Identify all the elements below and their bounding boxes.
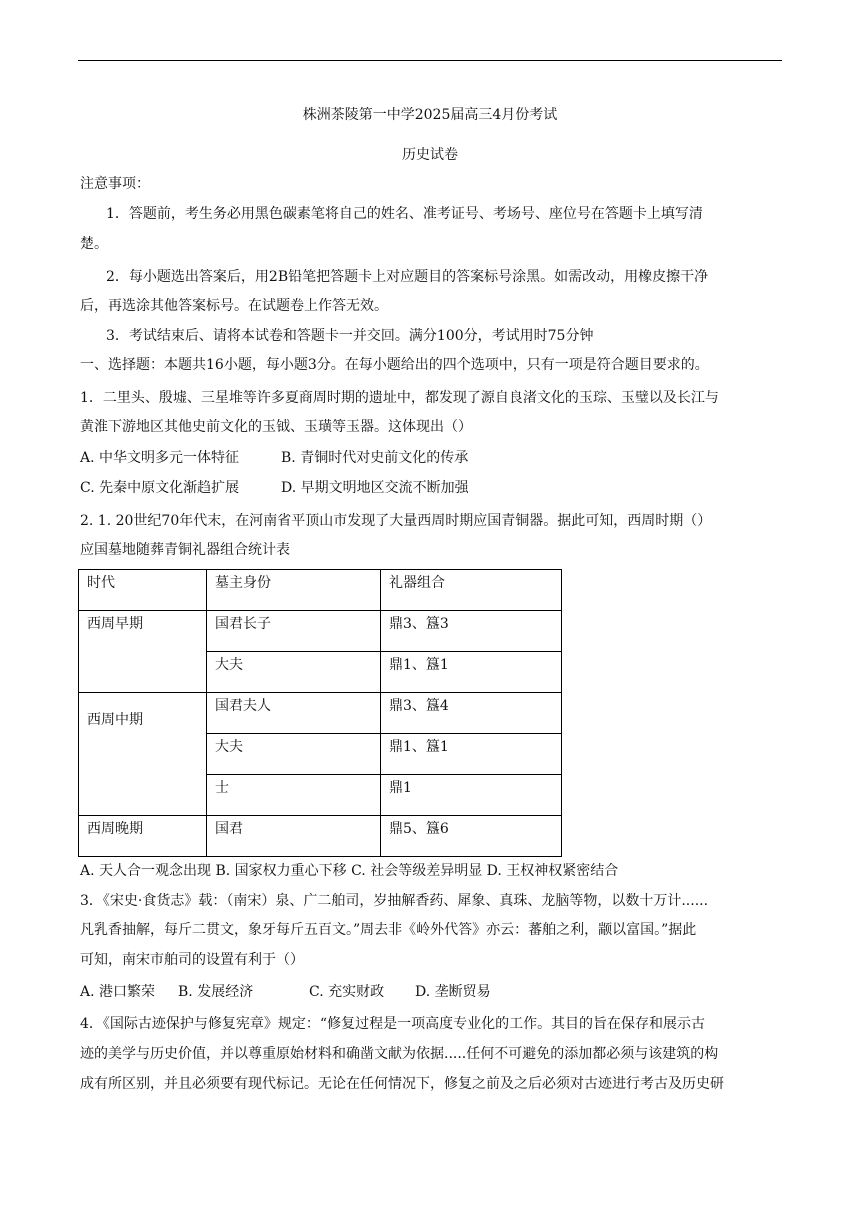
q1-option-c[interactable]: C. 先秦中原文化渐趋扩展	[80, 480, 240, 496]
header-rule	[78, 60, 782, 61]
q1-option-a[interactable]: A. 中华文明多元一体特征	[80, 450, 240, 466]
section-heading: 一、选择题：本题共16小题，每小题3分。在每小题给出的四个选项中，只有一项是符合题目要求的。	[80, 357, 709, 373]
table-cell-combo: 鼎3、簋4	[381, 693, 562, 734]
q3-option-d[interactable]: D. 垄断贸易	[415, 984, 491, 1000]
table-cell-combo: 鼎3、簋3	[381, 611, 562, 652]
notice-item-2: 2．每小题选出答案后，用2B铅笔把答题卡上对应题目的答案标号涂黑。如需改动，用橡皮擦干净	[106, 269, 709, 285]
notice-item-1: 1．答题前，考生务必用黑色碳素笔将自己的姓名、准考证号、考场号、座位号在答题卡上填写清	[106, 206, 703, 222]
table-header-combo: 礼器组合	[381, 570, 562, 611]
table-header-period: 时代	[79, 570, 207, 611]
table-row	[79, 611, 562, 652]
q4-stem-line3: 成有所区别，并且必须要有现代标记。无论在任何情况下，修复之前及之后必须对古迹进行考古及历史研	[80, 1076, 724, 1092]
table-period-early: 西周早期	[79, 611, 207, 693]
table-header-identity: 墓主身份	[207, 570, 381, 611]
table-cell-identity: 国君夫人	[207, 693, 381, 734]
table-cell-identity: 国君	[207, 816, 381, 857]
q4-stem-line1: 4．《国际古迹保护与修复宪章》规定：“修复过程是一项高度专业化的工作。其目的旨在保存和展示古	[80, 1016, 706, 1032]
notice-heading: 注意事项：	[80, 176, 150, 192]
table-cell-identity: 大夫	[207, 734, 381, 775]
table-cell-identity: 大夫	[207, 652, 381, 693]
q1-stem-line2: 黄淮下游地区其他史前文化的玉钺、玉璜等玉器。这体现出（）	[80, 419, 472, 435]
q2-options: A. 天人合一观念出现 B. 国家权力重心下移 C. 社会等级差异明显 D. 王权神权紧密结合	[80, 863, 619, 879]
table-period-middle: 西周中期	[79, 693, 207, 816]
table-cell-identity: 士	[207, 775, 381, 816]
q2-table-caption: 应国墓地随葬青铜礼器组合统计表	[80, 542, 290, 558]
q3-stem-line1: 3．《宋史·食货志》载：（南宋）泉、广二舶司，岁抽解香药、犀象、真珠、龙脑等物，以数十万计......	[80, 893, 709, 909]
table-cell-combo: 鼎5、簋6	[381, 816, 562, 857]
q3-option-c[interactable]: C. 充实财政	[309, 984, 385, 1000]
q1-stem-line1: 1．二里头、殷墟、三星堆等许多夏商周时期的遗址中，都发现了源自良渚文化的玉琮、玉璧以及长江与	[80, 390, 719, 406]
exam-subject: 历史试卷	[402, 147, 458, 163]
q1-option-b[interactable]: B. 青铜时代对史前文化的传承	[281, 450, 469, 466]
q2-stat-table	[78, 569, 562, 857]
notice-item-1-cont: 楚。	[80, 236, 108, 252]
table-period-late: 西周晚期	[79, 816, 207, 857]
q1-option-d[interactable]: D. 早期文明地区交流不断加强	[281, 480, 469, 496]
q2-stem-line1: 2. 1. 20世纪70年代末，在河南省平顶山市发现了大量西周时期应国青铜器。据此可知，西周时期（）	[80, 513, 712, 529]
table-header-row	[79, 570, 562, 611]
table-row	[79, 693, 562, 734]
table-cell-combo: 鼎1、簋1	[381, 652, 562, 693]
q4-stem-line2: 迹的美学与历史价值，并以尊重原始材料和确凿文献为依据.....任何不可避免的添加都必须与该建筑的构	[80, 1046, 719, 1062]
notice-item-2-cont: 后，再选涂其他答案标号。在试题卷上作答无效。	[80, 298, 388, 314]
notice-item-3: 3．考试结束后、请将本试卷和答题卡一并交回。满分100分，考试用时75分钟	[106, 328, 594, 344]
q3-option-a[interactable]: A. 港口繁荣	[80, 984, 156, 1000]
q3-option-b[interactable]: B. 发展经济	[178, 984, 254, 1000]
q3-stem-line3: 可知，南宋市舶司的设置有利于（）	[80, 952, 304, 968]
table-cell-combo: 鼎1、簋1	[381, 734, 562, 775]
table-cell-combo: 鼎1	[381, 775, 562, 816]
q3-stem-line2: 凡乳香抽解，每斤二贯文，象牙每斤五百文。”周去非《岭外代答》亦云：蕃舶之利，颛以富国。”据此	[80, 922, 697, 938]
table-cell-identity: 国君长子	[207, 611, 381, 652]
exam-title: 株洲茶陵第一中学2025届高三4月份考试	[302, 107, 558, 123]
table-row	[79, 816, 562, 857]
